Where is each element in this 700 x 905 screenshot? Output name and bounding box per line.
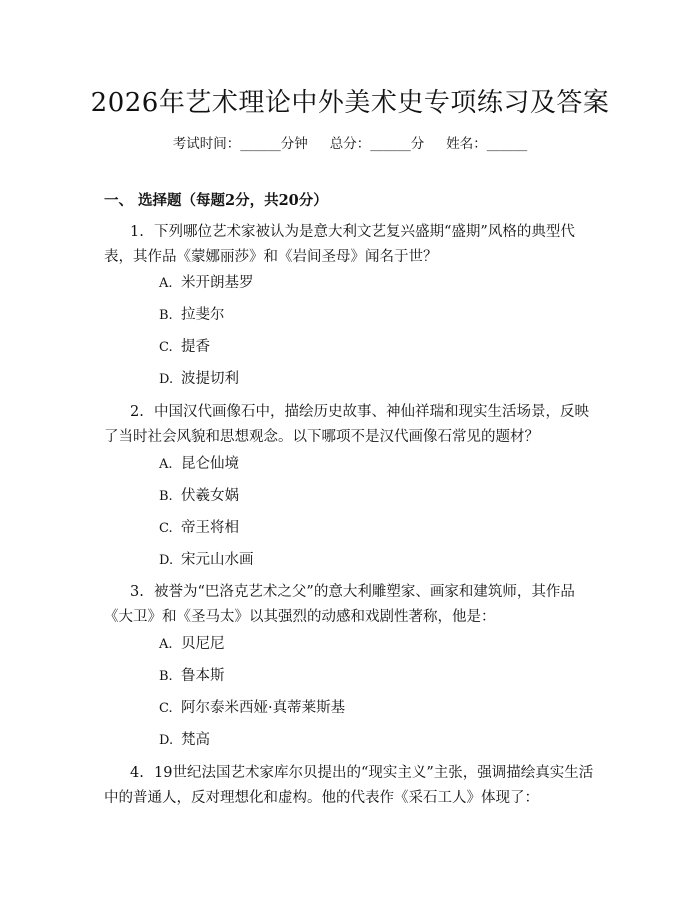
option-3a: [159, 634, 225, 655]
option-text: 梵高: [181, 732, 210, 748]
question-4: [104, 761, 600, 810]
option-text: 昆仑仙境: [181, 456, 239, 472]
option-text: 波提切利: [181, 371, 239, 387]
option-letter: C.: [159, 340, 173, 355]
question-text: 被誉为“巴洛克艺术之父”的意大利雕塑家、画家和建筑师，其作品《大卫》和《圣马太》以其强烈的动感和戏剧性著称，他是：: [104, 584, 575, 625]
option-3c: [159, 698, 345, 719]
option-letter: D.: [159, 733, 174, 748]
option-letter: A.: [159, 276, 173, 291]
option-text: 阿尔泰米西娅·真蒂莱斯基: [181, 700, 346, 716]
option-1d: [159, 369, 239, 390]
question-number: 1.: [130, 224, 144, 240]
option-text: 伏羲女娲: [181, 488, 239, 504]
question-text: 中国汉代画像石中，描绘历史故事、神仙祥瑞和现实生活场景，反映了当时社会风貌和思想观念。以下哪项不是汉代画像石常见的题材？: [104, 404, 589, 445]
document-title: 2026年艺术理论中外美术史专项练习及答案: [90, 88, 610, 118]
option-text: 贝尼尼: [181, 636, 225, 652]
question-text: 19世纪法国艺术家库尔贝提出的“现实主义”主张，强调描绘真实生活中的普通人，反对理想化和虚构。他的代表作《采石工人》体现了：: [104, 765, 594, 806]
score-blank: ______: [370, 136, 411, 152]
option-text: 提香: [181, 339, 210, 355]
question-1: [104, 220, 600, 269]
option-letter: D.: [159, 372, 174, 387]
option-letter: C.: [159, 701, 173, 716]
option-text: 拉斐尔: [181, 307, 225, 323]
option-letter: A.: [159, 637, 173, 652]
option-letter: A.: [159, 457, 173, 472]
option-letter: C.: [159, 521, 173, 536]
section-title: 选择题（每题2分，共20分）: [138, 192, 328, 209]
option-1b: [159, 305, 225, 326]
option-text: 鲁本斯: [181, 668, 225, 684]
option-1c: [159, 337, 210, 358]
score-label: 总分：: [329, 136, 371, 152]
option-letter: D.: [159, 553, 174, 568]
question-number: 2.: [130, 404, 144, 420]
option-3d: [159, 730, 210, 751]
option-2b: [159, 486, 239, 507]
name-label: 姓名：: [446, 136, 487, 152]
question-number: 3.: [130, 584, 144, 600]
option-letter: B.: [159, 669, 173, 684]
option-1a: [159, 273, 254, 294]
option-3b: [159, 666, 225, 687]
time-unit: 分钟: [280, 136, 308, 152]
question-text: 下列哪位艺术家被认为是意大利文艺复兴盛期“盛期”风格的典型代表，其作品《蒙娜丽莎》和《岩间圣母》闻名于世？: [104, 224, 575, 265]
question-number: 4.: [130, 765, 144, 781]
option-text: 米开朗基罗: [181, 275, 254, 291]
name-blank: ______: [486, 136, 528, 152]
option-text: 帝王将相: [181, 520, 239, 536]
time-blank: ______: [240, 136, 281, 152]
time-label: 考试时间：: [172, 136, 241, 152]
question-3: [104, 580, 600, 629]
option-2d: [159, 550, 254, 571]
question-2: [104, 400, 600, 449]
option-2a: [159, 454, 239, 475]
option-2c: [159, 518, 239, 539]
option-letter: B.: [159, 489, 173, 504]
option-letter: B.: [159, 308, 173, 323]
score-unit: 分: [410, 136, 425, 152]
section-heading: [104, 189, 328, 210]
section-number: 一、: [104, 192, 133, 209]
option-text: 宋元山水画: [181, 552, 254, 568]
exam-info-line: [0, 132, 700, 152]
